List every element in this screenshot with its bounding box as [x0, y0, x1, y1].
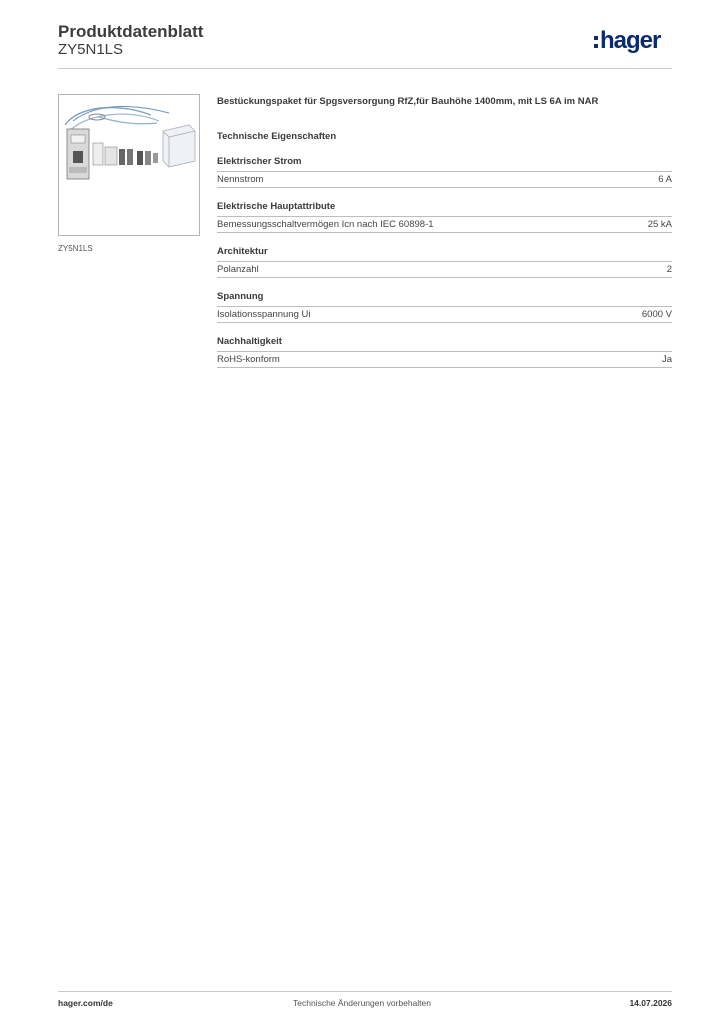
- product-details: [217, 96, 672, 368]
- product-illustration-icon: [59, 95, 199, 235]
- property-group: [217, 291, 672, 323]
- product-description: Bestückungspaket für Spgsversorgung RfZ,für Bauhöhe 1400mm, mit LS 6A im NAR: [217, 96, 599, 107]
- group-title: Elektrische Hauptattribute: [217, 201, 672, 217]
- property-label: Bemessungsschaltvermögen Icn nach IEC 60898-1: [217, 219, 434, 230]
- logo-dots-icon: [594, 36, 599, 52]
- property-value: 2: [666, 264, 672, 275]
- property-value: Ja: [661, 354, 672, 365]
- property-label: Isolationsspannung Ui: [217, 309, 311, 320]
- document-title: Produktdatenblatt: [58, 22, 204, 41]
- property-group: [217, 156, 672, 188]
- property-label: Nennstrom: [217, 174, 264, 185]
- hager-logo: [594, 26, 674, 56]
- property-value: 6 A: [658, 174, 672, 185]
- property-value: 6000 V: [641, 309, 672, 320]
- footer-website-link[interactable]: hager.com/de: [58, 998, 113, 1008]
- product-image: [58, 94, 200, 236]
- property-value: 25 kA: [647, 219, 672, 230]
- property-row: [217, 352, 672, 368]
- technical-properties-heading: Technische Eigenschaften: [217, 131, 337, 142]
- group-title: Elektrischer Strom: [217, 156, 672, 172]
- product-code: ZY5N1LS: [58, 41, 124, 58]
- property-row: [217, 262, 672, 278]
- property-label: Polanzahl: [217, 264, 259, 275]
- image-caption: ZY5N1LS: [58, 244, 93, 253]
- footer-notice: Technische Änderungen vorbehalten: [293, 998, 431, 1008]
- header-divider: [58, 68, 672, 69]
- property-group: [217, 246, 672, 278]
- group-title: Architektur: [217, 246, 672, 262]
- property-group: [217, 201, 672, 233]
- logo-wordmark: hager: [600, 27, 661, 54]
- footer-divider: [58, 991, 672, 992]
- footer-date: 14.07.2026: [629, 998, 672, 1008]
- group-title: Spannung: [217, 291, 672, 307]
- property-row: [217, 172, 672, 188]
- group-title: Nachhaltigkeit: [217, 336, 672, 352]
- property-row: [217, 307, 672, 323]
- property-group: [217, 336, 672, 368]
- property-label: RoHS-konform: [217, 354, 280, 365]
- property-row: [217, 217, 672, 233]
